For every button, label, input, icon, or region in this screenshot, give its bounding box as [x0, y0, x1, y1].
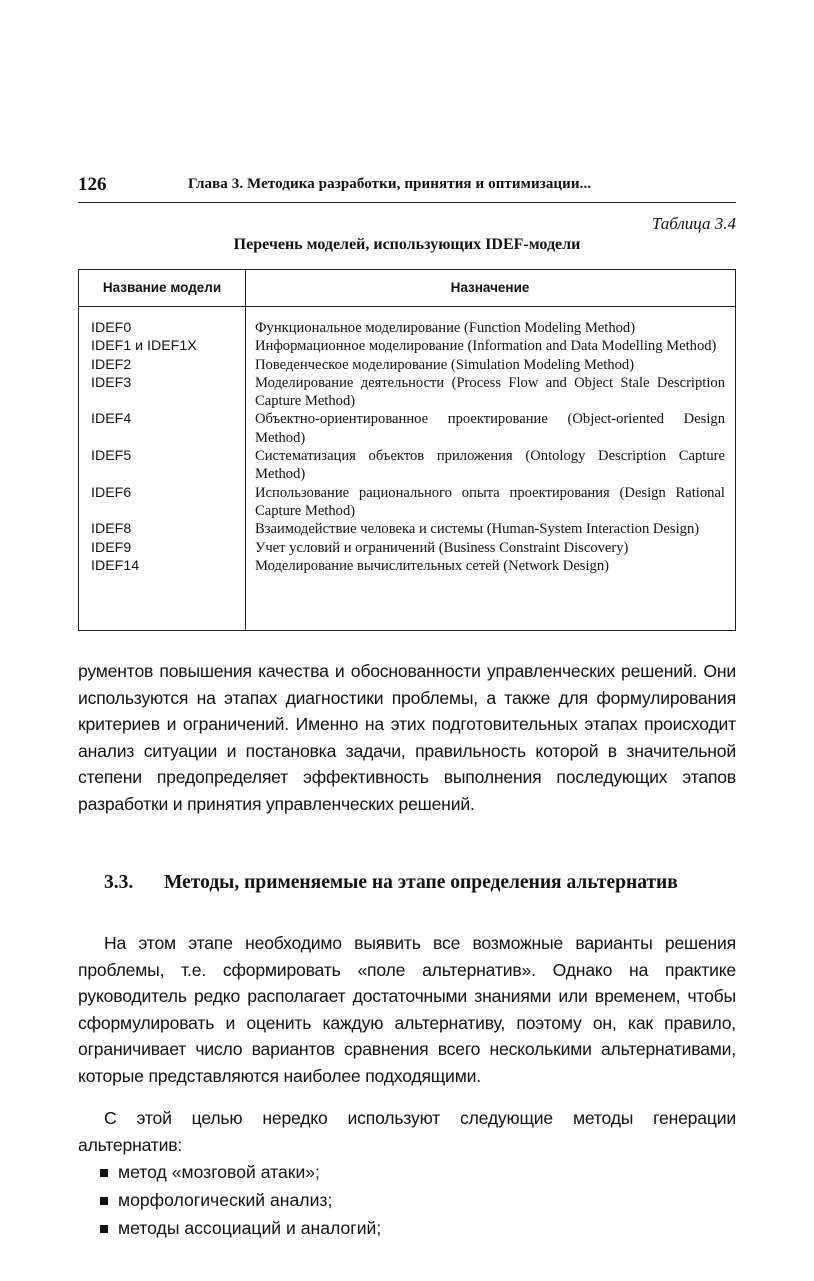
list-item: [78, 1158, 736, 1186]
model-name: IDEF3: [91, 374, 132, 391]
model-purpose: Моделирование вычислительных сетей (Network Design): [255, 557, 609, 574]
methods-list: [78, 1158, 736, 1242]
table-label: Таблица 3.4: [651, 214, 736, 233]
page-number: 126: [78, 174, 107, 195]
paragraph-continuation: рументов повышения качества и обоснованности управленческих решений. Они используются на этапах диагностики проблемы, а также для формулирования критериев и ограничений. Именно на этих подготовительных этапах происходит анализ ситуации и постановка задачи, правильность которой в значительной степени предопределяет эффективность выполнения последующих этапов разработки и принятия управленческих решений.: [78, 661, 736, 814]
model-purpose: Информационное моделирование (Information and Data Modelling Method): [255, 338, 717, 355]
model-name: IDEF9: [91, 539, 132, 556]
section-number: 3.3.: [104, 872, 134, 893]
column-header-purpose: Назначение: [450, 280, 530, 295]
model-name: IDEF4: [91, 411, 132, 428]
section-title: Методы, применяемые на этапе определения альтернатив: [164, 872, 678, 893]
table-title: Перечень моделей, использующих IDEF-модели: [233, 236, 581, 253]
model-name: IDEF6: [91, 484, 132, 501]
list-item: [78, 1186, 736, 1214]
table-row: [79, 356, 735, 374]
table-row: [79, 337, 735, 355]
chapter-title: Глава 3. Методика разработки, принятия и оптимизации...: [188, 176, 592, 192]
model-name: IDEF8: [91, 521, 132, 538]
square-bullet-icon: [100, 1225, 108, 1233]
table-row: [79, 374, 735, 411]
model-purpose: Функциональное моделирование (Function Modeling Method): [255, 320, 636, 336]
table-row: [79, 410, 735, 447]
model-purpose: Объектно-ориентированное проектирование (Object-oriented Design Method): [255, 411, 725, 446]
model-name: IDEF14: [91, 557, 140, 574]
model-name: IDEF1 и IDEF1X: [91, 338, 197, 355]
table-header-row: [79, 270, 735, 307]
square-bullet-icon: [100, 1197, 108, 1205]
model-name: IDEF2: [91, 356, 132, 373]
square-bullet-icon: [100, 1169, 108, 1177]
model-purpose: Взаимодействие человека и системы (Human-System Interaction Design): [255, 521, 700, 538]
model-name: IDEF0: [91, 320, 132, 336]
model-purpose: Систематизация объектов приложения (Ontology Description Capture Method): [255, 448, 725, 483]
paragraph-methods-intro: С этой целью нередко используют следующие методы генерации альтернатив:: [78, 1108, 736, 1155]
list-item-text: морфологический анализ;: [118, 1190, 333, 1210]
table-row: [79, 319, 735, 337]
model-purpose: Поведенческое моделирование (Simulation Modeling Method): [255, 356, 635, 373]
table-body: [79, 319, 735, 575]
model-purpose: Использование рационального опыта проектирования (Design Rational Capture Method): [255, 484, 725, 519]
table-row: [79, 484, 735, 521]
table-row: [79, 520, 735, 538]
list-item-text: методы ассоциаций и аналогий;: [118, 1218, 382, 1238]
column-header-name: Название модели: [102, 280, 222, 295]
running-head: [78, 172, 736, 203]
table-row: [79, 447, 735, 484]
list-item: [78, 1214, 736, 1242]
model-name: IDEF5: [91, 448, 132, 465]
model-purpose: Учет условий и ограничений (Business Constraint Discovery): [255, 539, 629, 556]
model-purpose: Моделирование деятельности (Process Flow and Object Stale Description Capture Method): [255, 374, 725, 410]
table-row: [79, 539, 735, 557]
table-row: [79, 557, 735, 575]
paragraph-alternatives: На этом этапе необходимо выявить все возможные варианты решения проблемы, т.е. сформировать «поле альтернатив». Однако на практике руководитель редко располагает достаточными знаниями или временем, чтобы сформулировать и оценить каждую альтернативу, поэтому он, как правило, ограничивает число вариантов сравнения всего несколькими альтернативами, которые представляются наиболее подходящими.: [78, 933, 736, 1086]
idef-models-table: [78, 269, 736, 631]
list-item-text: метод «мозговой атаки»;: [118, 1162, 320, 1182]
